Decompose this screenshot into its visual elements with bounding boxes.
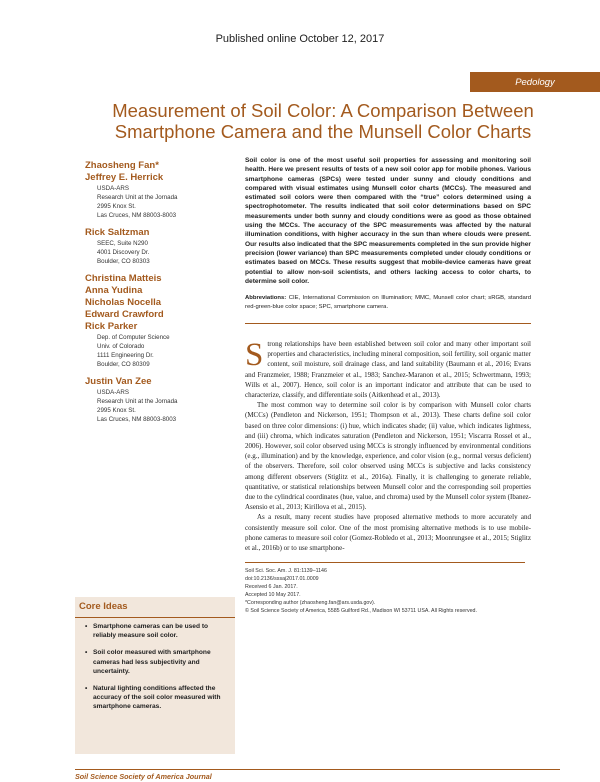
bullet-icon: • <box>85 623 88 630</box>
core-idea-text: Natural lighting conditions affected the accuracy of the soil color measured with smartphone cameras. <box>93 685 221 711</box>
footer-divider <box>75 769 560 770</box>
affiliation-line: Boulder, CO 80303 <box>97 258 150 265</box>
body-paragraph-3: As a result, many recent studies have proposed alternative methods to more accurately and consistently measure soil color. One of the most promising alternative methods is to use mobile-phone cameras to measure soil color (Gomez-Robledo et al., 2013; Moonrungsee et al., 2015; Stiglitz et al., 2016b) or to use smartphone- <box>245 513 531 553</box>
affiliation-line: 2995 Knox St. <box>97 203 136 210</box>
affiliation-line: Research Unit at the Jornada <box>97 194 178 201</box>
author-name: Justin Van Zee <box>85 376 152 387</box>
body-paragraph-2: The most common way to determine soil color is by comparison with Munsell color charts (MCCs) (Pendleton and Nickerson, 1951; Thompson et al., 2013). These charts define soil color based on three color dimensions: (i) hue, which indicates shade; (ii) value, which indicates lightness, and (iii) chroma, which indicates saturation (Pendleton and Nickerson, 1951; Viscarra Rossel et al., 2006). However, soil color observed using MCCs is strongly influenced by environmental conditions (e.g., illumination) and by the knowledge, experience, and color vision (e.g., normal versus deficient) of the observers. Therefore, soil color observed using MCCs is subjective and lacks consistency among different observers (Stiglitz et al., 2016a). Finally, it is challenging to generate reliable, quantitative, or statistical relationships between Munsell color and the corresponding soil properties due to the cylindrical coordinates (hue, value, and chroma) used by the Munsell color system (Ibanez-Asensio et al., 2013; Kirillova et al., 2015). <box>245 401 531 512</box>
abstract: Soil color is one of the most useful soil properties for assessing and monitoring soil health. Here we present results of tests of a new soil color app for mobile phones. Various smartphone cameras (SPCs) were tested under sunny and cloudy conditions and compared with visual estimates using Munsell color charts (MCCs). The measured and estimated soil colors were then compared with the “true” colors determined using a spectrophotometer. The results indicated that soil color determinations based on SPC measurements under both sunny and cloudy conditions were as good as those obtained using the MCCs. The accuracy of the SPC measurements was affected by the natural illumination conditions, with higher accuracy in the sun than where clouds were present. Our results also indicated that the SPC measurements completed in the sun provide higher precision (lower variance) than SPC measurements completed under cloudy conditions or estimates based on MCCs. These results suggest that mobile-device cameras have great potential to allow non-soil scientists, and others lacking access to color charts, to determine soil color. <box>245 157 531 285</box>
author-name: Anna Yudina <box>85 285 143 296</box>
affiliation-line: Dep. of Computer Science <box>97 334 170 341</box>
affiliation-line: 1111 Engineering Dr. <box>97 352 154 359</box>
footnote-doi: doi:10.2136/sssaj2017.01.0009 <box>245 576 319 583</box>
paragraph-text: trong relationships have been established between soil color and many other important soil properties and characteristics, including mineral composition, soil fertility, soil organic matter content, soil moisture, soil drainage class, and land suitability (Baumann et al., 2016; Evans and Franzmeier, 1988; Franzmeier et al., 1983; Sanchez-Maranon et al., 2015; Schwertmann, 1993; Wills et al., 2007). Hence, soil color is an important indicator and attribute that can be used to characterize, classify, and differentiate soils (Aitkenhead et al., 2013). <box>245 339 531 399</box>
affiliation-line: Las Cruces, NM 88003-8003 <box>97 212 177 219</box>
affiliation-line: Univ. of Colorado <box>97 343 145 350</box>
footnote-divider <box>245 562 525 563</box>
published-online-date: Published online October 12, 2017 <box>215 33 385 45</box>
author-name: Jeffrey E. Herrick <box>85 172 164 183</box>
affiliation-line: 4001 Discovery Dr. <box>97 249 150 256</box>
core-idea-item <box>85 684 229 712</box>
core-idea-text: Smartphone cameras can be used to reliably measure soil color. <box>93 623 209 640</box>
main-column <box>245 156 531 615</box>
article-title: Measurement of Soil Color: A Comparison Between Smartphone Camera and the Munsell Color Charts <box>112 100 534 142</box>
author-name: Christina Matteis <box>85 273 162 284</box>
affiliation-line: USDA-ARS <box>97 389 129 396</box>
author-group-2 <box>85 227 235 266</box>
abbreviations-text: CIE, International Commission on Illumination; MMC, Munsell color chart; sRGB, standard red-green-blue color space; SPC, smartphone camera. <box>245 295 532 310</box>
core-idea-item <box>85 648 229 676</box>
section-divider <box>245 323 531 324</box>
bullet-icon: • <box>85 685 88 693</box>
affiliation-line: SEEC, Suite N290 <box>97 240 148 247</box>
abbreviations <box>245 294 531 311</box>
footnote-received: Received 6 Jan. 2017. <box>245 584 298 591</box>
core-ideas-title: Core Ideas <box>75 597 235 618</box>
author-name: Rick Parker <box>85 321 138 332</box>
author-name: Rick Saltzman <box>85 227 150 238</box>
author-group-3 <box>85 273 235 369</box>
affiliation-line: 2995 Knox St. <box>97 407 136 414</box>
core-ideas-list <box>75 622 235 712</box>
footnote-accepted: Accepted 10 May 2017. <box>245 592 301 599</box>
author-name: Edward Crawford <box>85 309 164 320</box>
core-ideas-box <box>75 597 235 754</box>
bullet-icon: • <box>85 649 88 657</box>
author-name: Zhaosheng Fan* <box>85 160 159 171</box>
author-column <box>85 160 235 431</box>
author-group-4 <box>85 376 235 424</box>
affiliation-line: Boulder, CO 80309 <box>97 361 150 368</box>
core-idea-text: Soil color measured with smartphone cameras had less subjectivity and uncertainty. <box>93 649 211 675</box>
affiliation-line: USDA-ARS <box>97 185 129 192</box>
footnote-copyright: © Soil Science Society of America, 5585 Guilford Rd., Madison WI 53711 USA. All Rights reserved. <box>245 608 477 615</box>
author-group-1 <box>85 160 235 220</box>
footnote-corresponding-author: *Corresponding author (zhaosheng.fan@ars.usda.gov). <box>245 600 376 607</box>
author-name: Nicholas Nocella <box>85 297 162 308</box>
journal-name-footer: Soil Science Society of America Journal <box>75 772 212 781</box>
body-paragraph-1 <box>245 336 531 400</box>
core-idea-item <box>85 622 229 640</box>
abbreviations-label: Abbreviations: <box>245 295 287 302</box>
affiliation-line: Research Unit at the Jornada <box>97 398 178 405</box>
affiliation-line: Las Cruces, NM 88003-8003 <box>97 416 177 423</box>
drop-cap: S <box>245 336 264 373</box>
footnote-citation: Soil Sci. Soc. Am. J. 81:1139–1146 <box>245 568 327 575</box>
section-tab: Pedology <box>470 72 600 92</box>
footnotes <box>245 567 531 615</box>
